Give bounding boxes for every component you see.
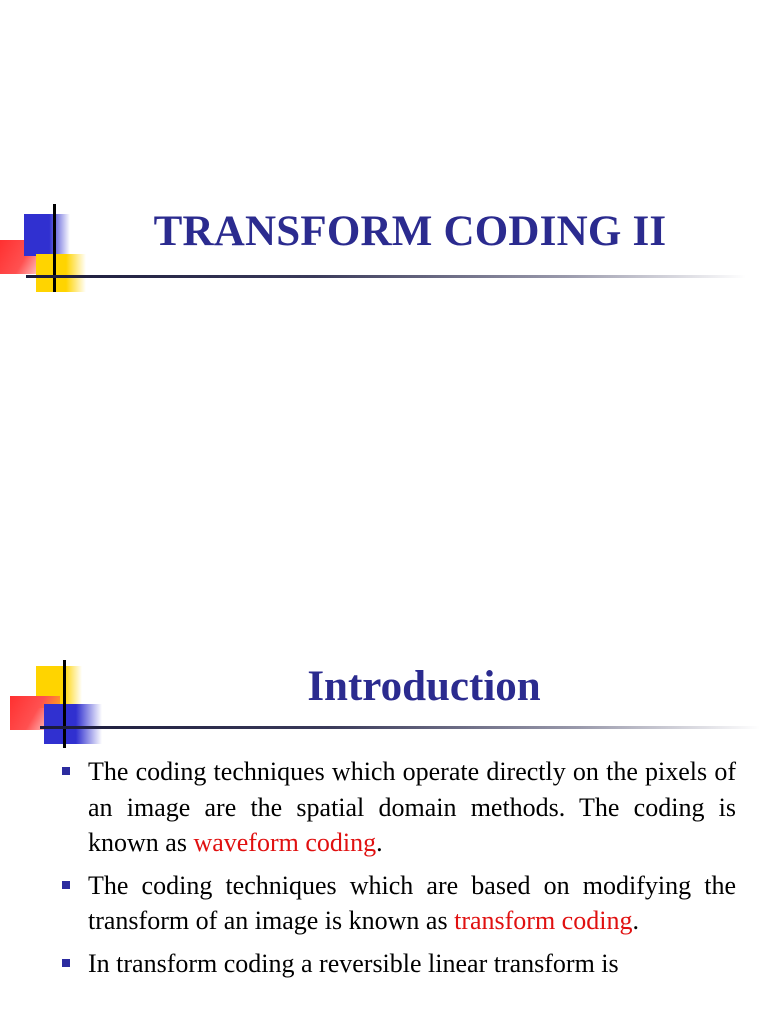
slide-heading: Introduction (307, 663, 541, 710)
bullet-item (60, 754, 736, 861)
square-bullet-icon (62, 767, 70, 775)
square-bullet-icon (62, 881, 70, 889)
slide-introduction (0, 512, 768, 1024)
slide-title-heading: TRANSFORM CODING II (153, 208, 667, 255)
bullet-list (60, 754, 736, 988)
vertical-line-shape (63, 660, 66, 748)
bullet-text-end: . (376, 828, 383, 857)
bullet-item (60, 868, 736, 939)
bullet-item (60, 946, 736, 982)
vertical-line-shape (53, 204, 56, 292)
bullet-text-end: . (632, 906, 639, 935)
bullet-text: The coding techniques which are based on modifying the transform of an image is known as (88, 870, 736, 935)
highlighted-term: transform coding (454, 906, 633, 935)
bullet-text: The coding techniques which operate directly on the pixels of an image are the spatial domain methods. The coding is known as (88, 757, 736, 857)
bullet-text: In transform coding a reversible linear transform is (88, 948, 619, 978)
yellow-square-shape (36, 254, 86, 292)
heading-underline-rule (40, 726, 760, 729)
title-underline-rule (26, 275, 746, 278)
square-bullet-icon (62, 959, 70, 967)
highlighted-term: waveform coding (193, 828, 377, 857)
